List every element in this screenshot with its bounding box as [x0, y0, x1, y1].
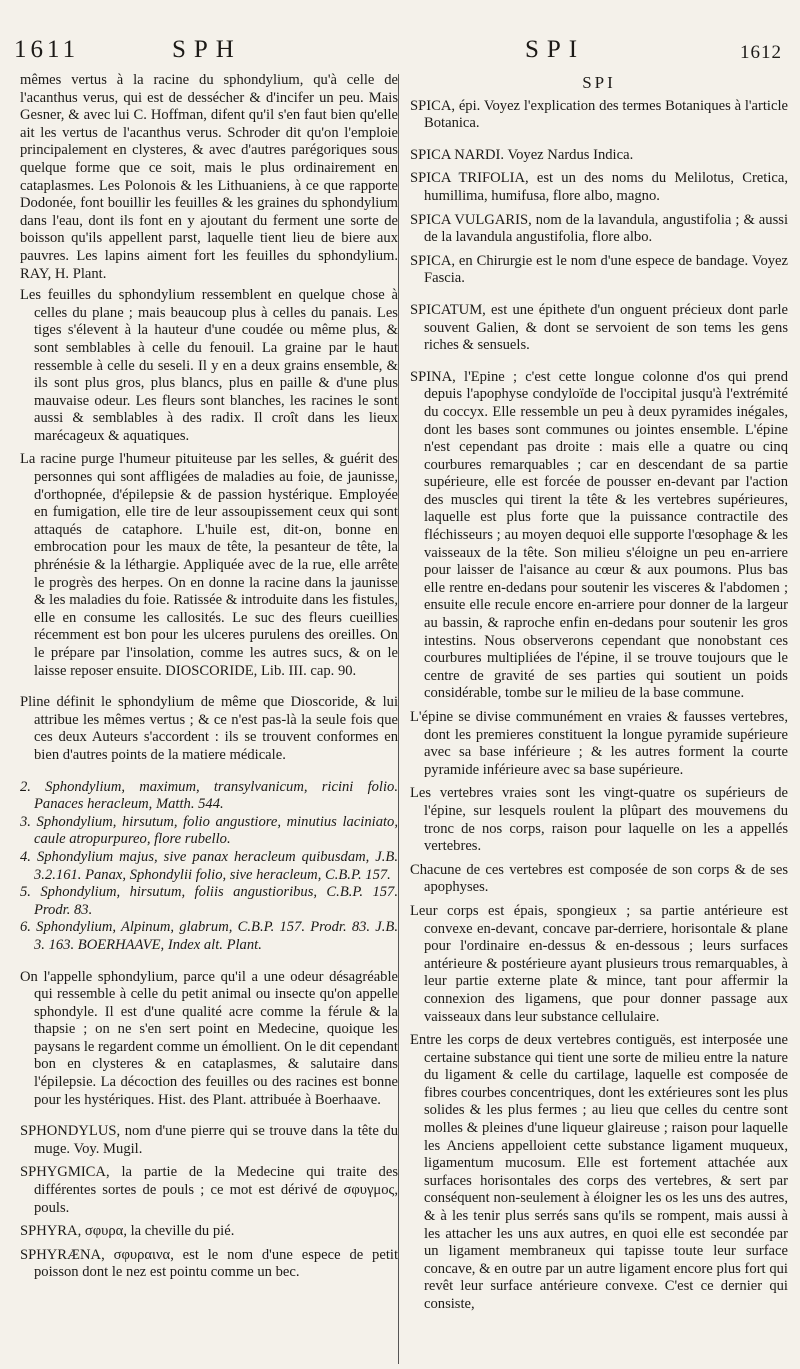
paragraph: Entre les corps de deux vertebres contiguës, est interposée une certaine substance qui tient une sorte de milieu entre la nature du ligament & celle du cartilage, laquelle est composée de fibres courbes concentriques, dont les extérieures sont les plus solides & les plus fermes ; au lieu que celles du centre sont molles & pleines d'une liqueur glaireuse ; raison pour laquelle les Anciens appelloient cette substance ligament muqueux, ligamentum mucosum. Elle est fortement attachée aux surfaces horisontales des corps des vertebres, & sert par conséquent non-seulement à éloigner les os les uns des autres, & à les tenir plus serrés sans qu'ils se rompent, mais aussi à les attacher les uns aux autres, en quoi elle est secondée par un ligament membraneux qui tapisse toute leur surface concave, & en outre par un autre ligament encore plus fort qui revêt leur surface antérieure convexe. C'est ce dernier qui consiste,	[410, 1032, 788, 1312]
entry-sphygmica: SPHYGMICA, la partie de la Medecine qui traite des différentes sortes de pouls ; ce mot est dérivé de σφυγμος, pouls.	[20, 1164, 398, 1216]
left-column	[20, 72, 398, 1288]
section-title: SPI	[582, 73, 616, 92]
entry-spica-nardi: SPICA NARDI. Voyez Nardus Indica.	[410, 146, 634, 163]
entry-sphondylus: SPHONDYLUS, nom d'une pierre qui se trouve dans la tête du muge. Voy. Mugil.	[20, 1123, 398, 1157]
entry-spica-vulgaris: SPICA VULGARIS, nom de la lavandula, angustifolia ; & aussi de la lavandula angustifolia, flore albo.	[410, 211, 788, 246]
paragraph: mêmes vertus à la racine du sphondylium, qu'à celle de l'acanthus verus, qui est de dessécher & d'incifer un peu. Mais Gesner, & avec lui C. Hoffman, difent qu'il s'en faut bien qu'elle ait les vertus de l'acanthus verus. Schroder dit qu'on l'emploie principalement en clysteres, & avec d'autres parégoriques sous quelque forme que ce soit, mais le plus ordinairement en cataplasmes. Les Polonois & les Lithuaniens, à ce que rapporte Dodonée, font bouillir les feuilles & les graines du sphondylium dans l'eau, dont ils font en y ajoutant du ferment une sorte de boisson qu'ils appellent parst, laquelle tient lieu de biere aux pauvres. Les lapins aiment fort les feuilles du sphondylium. RAY, H. Plant.	[20, 72, 398, 282]
paragraph: Les vertebres vraies sont les vingt-quatre os supérieurs de l'épine, sur lesquels roulent la plûpart des mouvemens du tronc de nos corps, raison pour laquelle on les a appellés vertebres.	[410, 785, 788, 855]
page-number-left: 1611	[14, 36, 80, 63]
running-head-left: SPH	[172, 36, 242, 63]
right-column	[410, 72, 788, 1320]
paragraph: Les feuilles du sphondylium ressemblent en quelque chose à celles du plane ; mais beaucoup plus à celles du panais. Les tiges s'élevent à la hauteur d'une coudée ou même plus, & sont semblables à celle du fenouil. La graine par le haut ressemble à celle du seseli. Il y en a deux grains ensemble, & ils sont plus gros, plus blancs, plus en paille & d'une plus mauvaise odeur. Les fleurs sont blanches, les racines le sont aussi & semblables à des radix. Il croît dans les lieux marécageux & aquatiques.	[20, 287, 398, 444]
entry-spica: SPICA, épi. Voyez l'explication des termes Botaniques à l'article Botanica.	[410, 97, 788, 132]
entry-spica-chirurgie: SPICA, en Chirurgie est le nom d'une espece de bandage. Voyez Fascia.	[410, 252, 788, 287]
species-list	[20, 779, 398, 955]
paragraph: L'épine se divise communément en vraies & fausses vertebres, dont les premieres constituent la longue pyramide supérieure avec sa base inférieure ; & les autres forment la courte pyramide inférieure avec sa base supérieure.	[410, 709, 788, 778]
paragraph: Chacune de ces vertebres est composée de son corps & de ses apophyses.	[410, 861, 788, 896]
page-number-right: 1612	[740, 42, 782, 63]
list-item: 3. Sphondylium, hirsutum, folio angustiore, minutius laciniato, caule atropurpureo, flore rubello.	[20, 813, 398, 848]
list-item: 6. Sphondylium, Alpinum, glabrum, C.B.P. 157. Prodr. 83. J.B. 3. 163. BOERHAAVE, Index alt. Plant.	[20, 919, 398, 953]
list-item: 5. Sphondylium, hirsutum, foliis angustioribus, C.B.P. 157. Prodr. 83.	[20, 884, 398, 918]
entry-spica-trifolia: SPICA TRIFOLIA, est un des noms du Melilotus, Cretica, humillima, humifusa, flore albo, magno.	[410, 170, 788, 204]
paragraph: La racine purge l'humeur pituiteuse par les selles, & guérit des personnes qui sont affligées de maladies au foie, de jaunisse, d'orthopnée, d'épilepsie & de passion hystérique. Employée en fumigation, elle tire de leur assoupissement ceux qui sont attaqués de cataphore. L'huile est, dit-on, bonne en embrocation pour les maux de tête, la pesanteur de tête, la phrénésie & la léthargie. Appliquée avec de la rue, elle arrête le progrès des herpes. On en donne la racine dans la jaunisse & les maladies du foie. Ratissée & introduite dans les fistules, elle en consume les callosités. Le suc des fleurs cueillies récemment est bon pour les ulceres purulens des oreilles. On le prépare par l'insolation, comme les autres sucs, & on le laisse reposer ensuite. DIOSCORIDE, Lib. III. cap. 90.	[20, 451, 398, 679]
paragraph: On l'appelle sphondylium, parce qu'il a une odeur désagréable qui ressemble à celle du petit animal ou insecte qu'on appelle sphondyle. Il est d'une qualité acre comme la férule & la thapsie ; on ne s'en sert point en Medecine, quoique les paysans le regardent comme un émollient. On le dit cependant bon en clysteres & en cataplasmes, & salutaire dans l'épilepsie. La décoction des feuilles ou des racines est bonne pour les hystériques. Hist. des Plant. attribuée à Boerhaave.	[20, 968, 398, 1108]
entry-spina: SPINA, l'Epine ; c'est cette longue colonne d'os qui prend depuis l'apophyse condyloïde de l'occipital jusqu'à l'extrémité du coccyx. Elle ressemble un peu à deux pyramides inégales, dont les bases sont communes ou jointes ensemble. L'épine n'est cependant pas droite : mais elle a quatre ou cinq courbures remarquables ; car en descendant de sa partie supérieure, elle est forcée de pousser en-devant par l'action des muscles qui tirent la tête & les vertebres supérieures, laquelle est plus forte que la puissance contractile des fléchisseurs ; au moyen dequoi elle supporte l'œsophage & les vaisseaux de la tête. Son milieu s'éloigne un peu en-arriere pour laisser de l'aisance au cœur & aux poumons. Plus bas elle rentre en-dedans pour soutenir les visceres & l'abdomen ; ensuite elle recule encore en-arriere pour donner de la largeur au bassin, & raproche enfin en-dedans pour soutenir les gros intestins. Nous observerons cependant que nonobstant ces courbures multipliées de l'épine, il se trouve toujours que le centre de gravité de ses parties qui soutient un poids considérable, tombe sur le milieu de la base commune.	[410, 368, 788, 702]
running-head-right: SPI	[525, 36, 586, 63]
list-item: 4. Sphondylium majus, sive panax heracleum quibusdam, J.B. 3.2.161. Panax, Sphondylii folio, sive heracleum, C.B.P. 157.	[20, 848, 398, 883]
entry-spicatum: SPICATUM, est une épithete d'un onguent précieux dont parle souvent Galien, & dont se servoient de son tems les gens riches & sensuels.	[410, 301, 788, 354]
column-divider	[398, 74, 399, 1364]
paragraph: Pline définit le sphondylium de même que Dioscoride, & lui attribue les mêmes vertus ; & ce n'est pas-là la seule fois que ces deux Auteurs s'accordent : ils se trouvent conformes en bien d'autres points de la matiere médicale.	[20, 694, 398, 763]
entry-sphyra: SPHYRA, σφυρα, la cheville du pié.	[20, 1223, 235, 1240]
entry-sphyraena: SPHYRÆNA, σφυραινα, est le nom d'une espece de petit poisson dont le nez est pointu comme un bec.	[20, 1246, 398, 1281]
list-item: 2. Sphondylium, maximum, transylvanicum, ricini folio. Panaces heracleum, Matth. 544.	[20, 778, 398, 813]
paragraph: Leur corps est épais, spongieux ; sa partie antérieure est convexe en-devant, concave par-derriere, horisontale & plane pour l'ordinaire en-dessus & en-dessous ; leurs surfaces antérieure & postérieure ayant plusieurs trous remarquables, à leur partie externe plate & mince, tant pour affermir la connexion des ligamens, que pour donner passage aux vaisseaux dans leur substance cellulaire.	[410, 902, 788, 1025]
